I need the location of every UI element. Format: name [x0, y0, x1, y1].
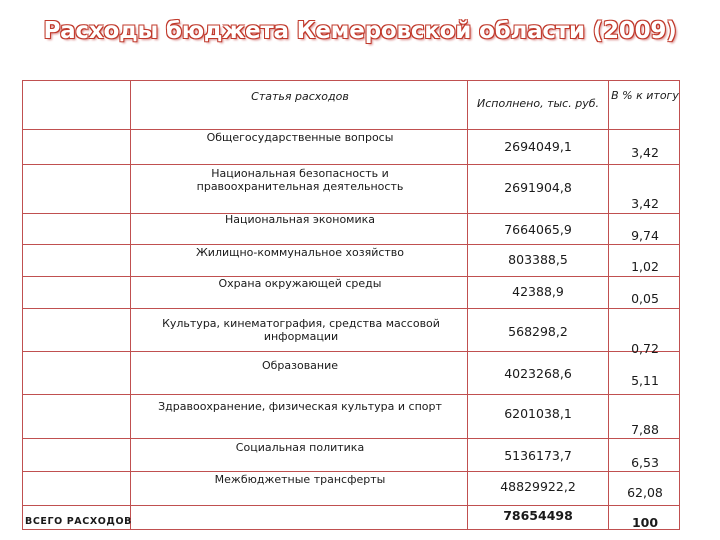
row-amount: 5136173,7 — [504, 448, 572, 463]
row-divider — [23, 164, 679, 165]
row-percent: 0,05 — [631, 291, 659, 306]
total-label: ВСЕГО РАСХОДОВ — [25, 516, 133, 527]
row-name: Здравоохранение, физическая культура и спорт — [158, 400, 442, 413]
row-amount: 6201038,1 — [504, 406, 572, 421]
row-name: Социальная политика — [235, 441, 365, 454]
row-percent: 3,42 — [631, 196, 659, 211]
total-percent: 100 — [631, 515, 659, 530]
row-name: Охрана окружающей среды — [218, 277, 382, 290]
row-divider — [23, 505, 679, 506]
row-percent: 62,08 — [627, 485, 663, 500]
row-name: Культура, кинематография, средства массовой информации — [162, 317, 440, 343]
row-percent: 3,42 — [631, 145, 659, 160]
header-percent: В % к итогу — [611, 89, 679, 102]
row-amount: 568298,2 — [508, 324, 568, 339]
row-divider — [23, 394, 679, 395]
row-amount: 48829922,2 — [500, 479, 576, 494]
row-percent: 5,11 — [631, 373, 659, 388]
row-name: Жилищно-коммунальное хозяйство — [195, 246, 405, 259]
row-percent: 7,88 — [631, 422, 659, 437]
row-percent: 9,74 — [631, 228, 659, 243]
header-item: Статья расходов — [251, 90, 349, 103]
row-percent: 6,53 — [631, 455, 659, 470]
row-percent: 0,72 — [631, 341, 659, 356]
row-name: Национальная экономика — [224, 213, 376, 226]
row-amount: 4023268,6 — [504, 366, 572, 381]
row-name: Образование — [261, 359, 339, 372]
row-divider — [23, 129, 679, 130]
row-divider — [23, 471, 679, 472]
row-divider — [23, 308, 679, 309]
row-divider — [23, 351, 679, 352]
row-name: Национальная безопасность и правоохранительная деятельность — [196, 167, 404, 193]
row-amount: 42388,9 — [512, 284, 564, 299]
row-divider — [23, 438, 679, 439]
column-divider — [130, 81, 131, 529]
row-amount: 2691904,8 — [504, 180, 572, 195]
row-amount: 7664065,9 — [504, 222, 572, 237]
column-divider — [608, 81, 609, 529]
row-divider — [23, 244, 679, 245]
row-percent: 1,02 — [631, 259, 659, 274]
header-executed: Исполнено, тыс. руб. — [476, 97, 599, 110]
row-name: Межбюджетные трансферты — [214, 473, 386, 486]
row-name: Общегосударственные вопросы — [206, 131, 394, 144]
total-amount: 78654498 — [503, 508, 573, 523]
page-title: Расходы бюджета Кемеровской области (2009) — [43, 18, 677, 44]
row-amount: 2694049,1 — [504, 139, 572, 154]
row-amount: 803388,5 — [508, 252, 568, 267]
